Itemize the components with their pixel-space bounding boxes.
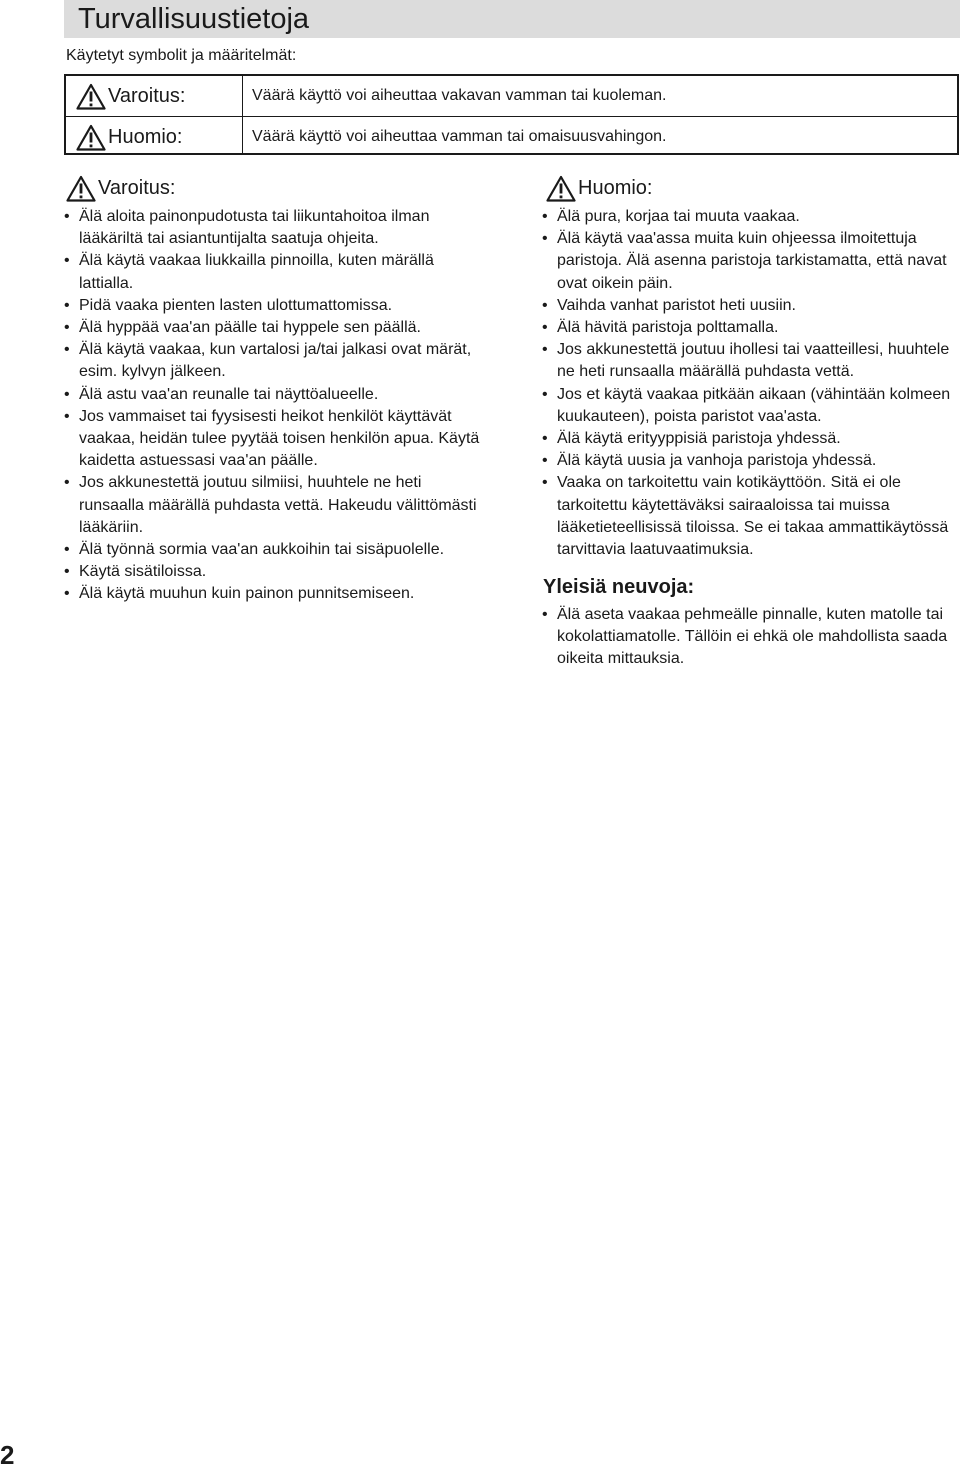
caution-list xyxy=(541,206,960,561)
warning-heading-text: Varoitus: xyxy=(98,177,176,199)
list-item: • Älä käytä vaakaa, kun vartalosi ja/tai jalkasi ovat märät, esim. kylvyn jälkeen. xyxy=(63,339,483,383)
definition-row-caution xyxy=(66,116,957,157)
warning-heading xyxy=(66,175,175,202)
intro-text: Käytetyt symbolit ja määritelmät: xyxy=(66,47,297,64)
definition-row-warning xyxy=(66,76,957,116)
list-item: • Älä astu vaa'an reunalle tai näyttöalueelle. xyxy=(63,384,483,406)
definition-label-text: Varoitus: xyxy=(108,84,186,107)
general-advice-heading: Yleisiä neuvoja: xyxy=(543,576,695,598)
warning-triangle-icon xyxy=(76,83,106,110)
definition-text-warning: Väärä käyttö voi aiheuttaa vakavan vamman tai kuoleman. xyxy=(252,87,667,104)
definitions-table xyxy=(64,74,959,155)
list-item: • Älä hyppää vaa'an päälle tai hyppele sen päällä. xyxy=(63,317,483,339)
list-item: • Älä aloita painonpudotusta tai liikuntahoitoa ilman lääkäriltä tai asiantuntijalta saatuja ohjeita. xyxy=(63,206,483,250)
list-item: • Älä työnnä sormia vaa'an aukkoihin tai sisäpuolelle. xyxy=(63,539,483,561)
list-item: • Jos akkunestettä joutuu silmiisi, huuhtele ne heti runsaalla määrällä puhdasta vettä. Hakeudu välittömästi lääkäriin. xyxy=(63,472,483,539)
list-item: • Vaihda vanhat paristot heti uusiin. xyxy=(541,295,960,317)
list-item: • Älä hävitä paristoja polttamalla. xyxy=(541,317,960,339)
list-item: • Käytä sisätiloissa. xyxy=(63,561,483,583)
definition-label-warning xyxy=(76,76,185,116)
list-item: • Älä aseta vaakaa pehmeälle pinnalle, kuten matolle tai kokolattiamatolle. Tällöin ei ehkä ole mahdollista saada oikeita mittauksia. xyxy=(541,604,960,671)
general-advice-list xyxy=(541,604,960,671)
warning-list xyxy=(63,206,483,606)
warning-triangle-icon xyxy=(66,175,96,202)
page-title: Turvallisuustietoja xyxy=(78,3,310,35)
page-number: 2 xyxy=(0,1440,15,1470)
list-item: • Älä käytä vaakaa liukkailla pinnoilla, kuten märällä lattialla. xyxy=(63,250,483,294)
list-item: • Jos akkunestettä joutuu ihollesi tai vaatteillesi, huuhtele ne heti runsaalla määrällä puhdasta vettä. xyxy=(541,339,960,383)
list-item: • Älä käytä muuhun kuin painon punnitsemiseen. xyxy=(63,583,483,605)
list-item: • Pidä vaaka pienten lasten ulottumattomissa. xyxy=(63,295,483,317)
warning-triangle-icon xyxy=(546,175,576,202)
list-item: • Älä käytä uusia ja vanhoja paristoja yhdessä. xyxy=(541,450,960,472)
list-item: • Jos et käytä vaakaa pitkään aikaan (vähintään kolmeen kuukauteen), poista paristot vaa'asta. xyxy=(541,384,960,428)
definition-text-caution: Väärä käyttö voi aiheuttaa vamman tai omaisuusvahingon. xyxy=(252,128,667,145)
definition-label-text: Huomio: xyxy=(108,125,183,148)
caution-heading-text: Huomio: xyxy=(578,177,653,199)
list-item: • Älä käytä vaa'assa muita kuin ohjeessa ilmoitettuja paristoja. Älä asenna paristoja tarkistamatta, että navat ovat oikein päin. xyxy=(541,228,960,295)
list-item: • Älä pura, korjaa tai muuta vaakaa. xyxy=(541,206,960,228)
warning-triangle-icon xyxy=(76,124,106,151)
list-item: • Älä käytä erityyppisiä paristoja yhdessä. xyxy=(541,428,960,450)
list-item: • Jos vammaiset tai fyysisesti heikot henkilöt käyttävät vaakaa, heidän tulee pyytää toisen henkilön apua. Käytä kaidetta astuessasi vaa'an päälle. xyxy=(63,406,483,473)
list-item: • Vaaka on tarkoitettu vain kotikäyttöön. Sitä ei ole tarkoitettu käytettäväksi sairaaloissa tai muissa lääketieteellisissä tiloissa. Se ei takaa ammattikäytössä tarvittavia laatuvaatimuksia. xyxy=(541,472,960,561)
definition-label-caution xyxy=(76,117,182,157)
caution-heading xyxy=(546,175,652,202)
title-bar xyxy=(64,0,960,38)
